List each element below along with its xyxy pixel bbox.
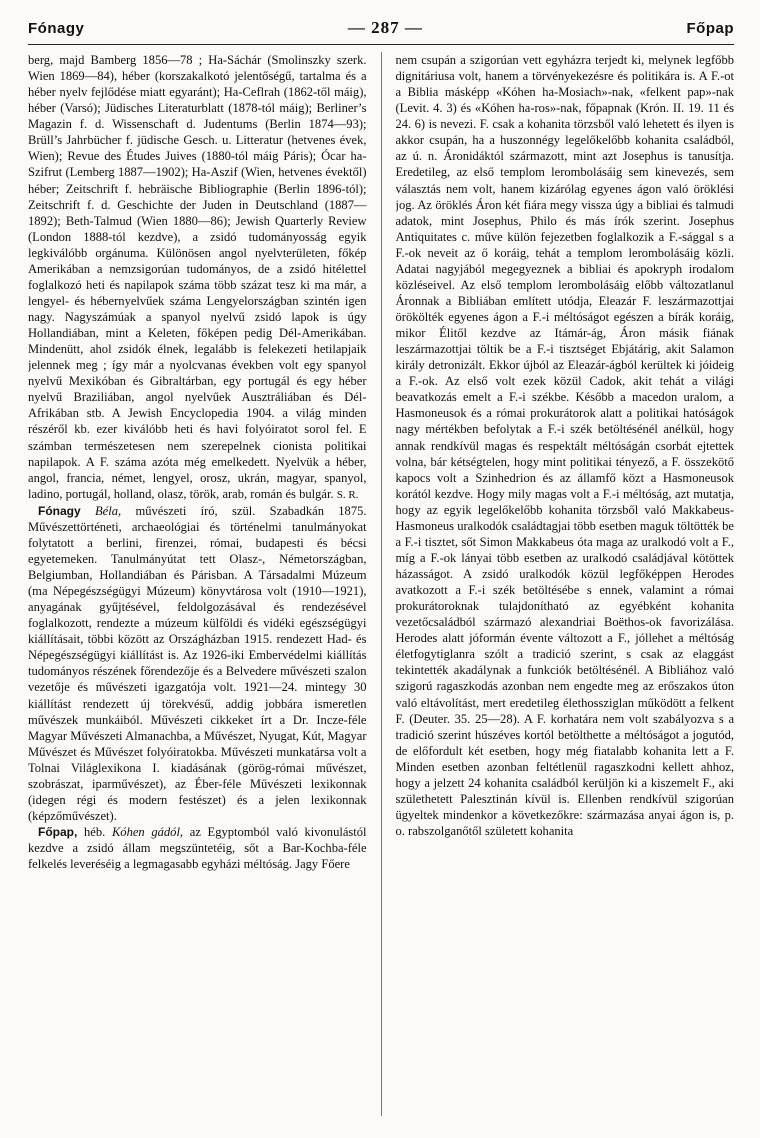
right-paragraph-1: nem csupán a szigorúan vett egyházra terjedt ki, melynek legfőbb dignitáriusa volt, hanem a törvényekezésre és politikára is. A F.-ot a Biblia másképp «Kóhen ha-Mosiach»-nak, «felkent pap»-nak (Levit. 4. 3) és «Kóhen ha-ros»-nak, főpapnak (Krón. II. 19. 11 és 24. 6) is nevezi. F. csak a kohanita törzsből való lehetett és ilyen is akkor csupán, ha a huszonnégy legelőkelőbb kohanita családból, az ú. n. Áronidáktól származott, mint azt Josephus is tanusítja. Eredetileg, az első templom lerombolásáig sem kinevezés, sem választás nem volt, hanem kizárólag egyenes ágon való öröklési jog. Az öröklés Áron két fiára megy vissza úgy a bibliai és talmudi adatok, mint Josephus, Philo és más írók szerint. Josephus Antiquitates c. műve külön fejezetben foglalkozik a F.-sággal s a F.-ok neveit az ő koráig, tehát a templom lerombolásáig közli. Adatai nagyjából megegyeznek a bibliai és apokryph irodalom közléseivel. Az első templom lerombolásáig előbb változatlanul Áronnak a Bibliában említett utódja, Eleazár F. leszármazottjai örökölték egyenes ágon a F.-i méltóságot egészen a bírák koráig, mikor Élitől kezdve az Itámár-ág, Áron másik fiának leszármazottjai töltik be a F.-i tisztséget Ebjátárig, akit Salamon király detronizált. Ekkor újból az Eleazár-ágból kerültek ki jóideig a F.-ok. Az első volt ezek közül Cadok, akit tehát a világi beavatkozás emelt a F.-i székbe. Később a macedon uralom, a Hasmoneusok és a római prokurátorok alatt a politikai hatóságok nagy mértékben befolytak a F.-i szék betöltésénél anélkül, hogy annak rendkívül magas és respektált méltóságán csorbát ejtettek volna, bár kétségtelen, hogy mint politikai tényező, a F. összekötő kapocs volt a Szinhedrion és az államfő közt a Hasmoneusok korától kezdve. Hogy mily magas volt a F.-i méltóság, azt mutatja, hogy az egyik legelőkelőbb kohanita törzsből való Makkabeus-Hasmoneus uralkodók családtagjai több esetben maguk töltötték be a F.-i tisztet, sőt Simon Makkabeus óta maga az uralkodó volt a F., míg a F.-ok lányai több esetben az uralkodó családjával kötöttek házasságot. A zsidó uralkodók közül legfőképpen Herodes avatkozott a F.-i szék betöltésébe s ennek, valamint a római prokurátoroknak tulajdonítható az egyébként kohanita vezetőcsaládból származó alexandriai Boëthos-ok favorizálása. Herodes alatt jóformán évente változott a F., jóllehet a méltóság életfogytiglanra szólt a tradició szerint, s csak az elaggást tekintették akadálynak a funkciók betöltésénél. A Bibliához való szigorú ragaszkodás azonban nem engedte meg az erőszakos úton való eltávolítást, mert eredetileg élethossziglan működött a felkent F. (Deuter. 35. 25—28). A F. korhatára nem volt szabályozva s a tradició szerint húszéves kortól betölthette a méltóságot a jogutód, de előfordult két esetben, hogy még fiatalabb kohanita lett a F. Minden esetben azonban feltétlenül ragaszkodni kellett ahhoz, hogy a jelzett 24 kohanita családból kerüljön ki a kiszemelt F., aki születhetett Palesztinán kívül is. Ellenben rendkívül szigorúan ügyeltek mindenkor a következőkre: származása anyai ágon is, p. o. rabszolganőtől született kohanita (395, 53, 735, 838)
entry-name-bela: Béla, (94, 503, 122, 518)
left-headword: Fónagy (28, 20, 85, 37)
left-column (28, 52, 367, 1116)
column-divider (381, 52, 382, 1116)
entry-head-fopap: Főpap, (38, 825, 78, 839)
entry-fonagy (28, 503, 367, 824)
entry-fopap-term: Kóhen gádól, (111, 825, 184, 839)
text-columns (28, 52, 734, 1116)
entry-head-fonagy: Fónagy (38, 503, 81, 518)
signature: S. R. (336, 488, 359, 501)
page-number: — 287 — (347, 18, 423, 37)
entry-fopap-text: az Egyptomból való kivonulástól kezdve a zsidó állam megszüntetéig, sőt a Bar-Kochba-féle felkelés leveréséig a legmagasabb egyházi méltóság. Jagy Főere (28, 825, 367, 872)
page-header (28, 18, 734, 45)
right-headword: Főpap (686, 20, 734, 37)
entry-fopap (28, 824, 367, 872)
right-column (396, 52, 735, 1116)
left-paragraph-1 (28, 52, 367, 503)
entry-fonagy-text: művészeti író, szül. Szabadkán 1875. Művészettörténeti, archaeológiai és történelmi tanulmányokat folytatott a berlini, firenzei, római, budapesti és bécsi egyetemeken. Tanulmányútat tett Olasz-, Németországban, Belgiumban, Hollandiában és Párisban. A Társadalmi Múzeum (ma Népegészségügyi Múzeum) könyvtárosa volt (1910—1921), anyagának gyűjtésével, feldolgozásával és rendezésével foglalkozott, rendezte a múzeum külföldi és vidéki egészségügyi kiállításait, többi között az Országházban 1915. rendezett Had- és Népegészségügyi kiállítást is. Az 1926-iki Embervédelmi kiállítás tudományos részének főrendezője és a Belvedere művészeti szalon vezetője és művészeti igazgatója volt. 1921—24. mintegy 30 kiállítást rendezett új törekvésű, addig jobbára ismeretlen művészek munkáiból. Művészeti cikkeket írt a Dr. Incze-féle Magyar Művészeti Almanachba, a Művészet, Nyugat, Kút, Magyar Művészet és Művészet folyóiratokba. Művészeti munkatársa volt a Tolnai Világlexikona I. kiadásának (görög-római művészet, szobrászat, iparművészet), az Éber-féle Művészeti lexikonnak (idegen régi és modern festészet) és a jelen lexikonnak (képzőművészet). (28, 503, 367, 823)
entry-fopap-abbr: héb. (84, 825, 106, 839)
periodicals-text: berg, majd Bamberg 1856—78 ; Ha-Sáchár (Smolinszky szerk. Wien 1869—84), héber (korszakalkotó jelentőségű, tartalma és a héber nyelv fejlődése miatt egyaránt); Ha-Ceflrah (1862-től máig), héber (Varsó); Jüdisches Literaturblatt (1878-tól máig); Berliner’s Magazin f. d. Wissenschaft d. Judentums (Berlin 1874—93); Brüll’s Jahrbücher f. jüdische Gesch. u. Litteratur (hetvenes évek, Wien); Revue des Études Juives (1880-tól máig Páris); Ócar ha-Szifrut (Lemberg 1887—1902); Ha-Aszif (Wien, hetvenes évektől) héber; Zeitschrift f. hebräische Bibliographie (Berlin 1896-tól); Zeitschrift f. d. Geschichte der Juden in Deutschland (1887—1892); Beth-Talmud (Wien 1880—86); Jewish Quarterly Review (London 1888-tól kezdve), a zsidó tudományosság egyik legkiválóbb orgánuma. Különösen angol nyelvterületen, főkép Amerikában a nemzsigorúan tudományos, de a zsidó hitélettel foglalkozó heti és napilapok száma több százat tesz ki ma már, a lengyel- és hébernyelvűek száma Lengyelországban szintén igen nagy. Nagyszámúak a spanyol nyelvű zsidó lapok is úgy Hollandiában, mint a Keleten, főképen pedig Dél-Amerikában. Mindenütt, ahol zsidók élnek, legalább is felekezeti hetilapjaik jelennek meg ; így már a nyolcvanas években volt egy spanyol nyelvű Mexikóban és Gibraltárban, egy portugál és egy héber nyelvű Braziliában, angol nyelvűek Ausztráliában és Dél-Afrikában stb. A Jewish Encyclopedia 1904. a világ minden részéről kb. ezer kiválóbb heti és havi folyóiratot sorol fel. E számban természetesen nem szerepelnek cionista politikai napilapok. A F. száma azóta még emelkedett. Nyelvük a héber, angol, francia, német, lengyel, orosz, ukrán, magyar, spanyol, ladino, portugál, holland, olasz, török, arab, román és bulgár. (28, 53, 367, 501)
